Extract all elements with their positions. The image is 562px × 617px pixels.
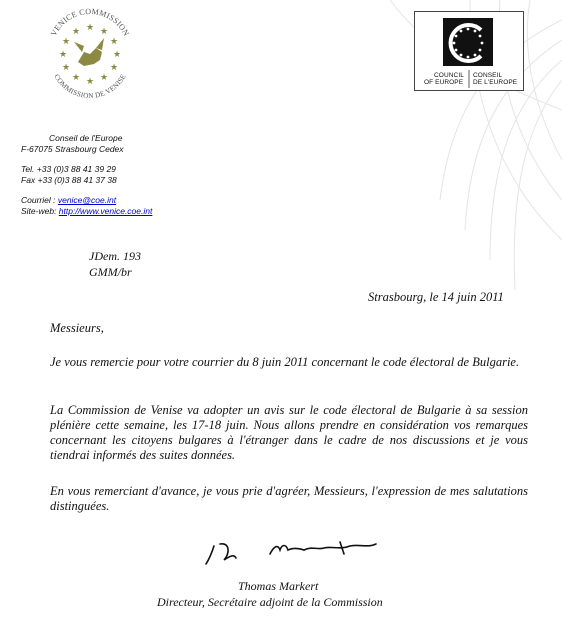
- coe-label-fr-1: CONSEIL: [473, 72, 503, 79]
- svg-text:VENICE COMMISSION: VENICE COMMISSION: [48, 6, 132, 38]
- svg-text:★: ★: [85, 77, 95, 87]
- signatory-title: Directeur, Secrétaire adjoint de la Commission: [157, 595, 383, 609]
- council-of-europe-logo: [414, 11, 524, 91]
- email-link[interactable]: venice@coe.int: [57, 195, 117, 205]
- svg-text:★: ★: [99, 27, 109, 37]
- svg-text:★: ★: [71, 27, 81, 37]
- svg-text:★: ★: [85, 23, 95, 33]
- paragraph-3: En vous remerciant d'avance, je vous prie d'agréer, Messieurs, l'expression de mes salutations distinguées.: [50, 484, 528, 513]
- svg-text:★: ★: [61, 37, 71, 47]
- sender-org: Conseil de l'Europe: [49, 133, 123, 143]
- email-label: Courriel :: [21, 195, 58, 205]
- sender-tel: Tel. +33 (0)3 88 41 39 29: [21, 164, 116, 174]
- svg-text:★: ★: [99, 73, 109, 83]
- sender-address: F-67075 Strasbourg Cedex: [21, 143, 124, 154]
- website-link[interactable]: http://www.venice.coe.int: [58, 205, 153, 216]
- svg-text:★: ★: [71, 73, 81, 83]
- coe-label-fr-2: DE L'EUROPE: [473, 79, 518, 86]
- coe-label-en-2: OF EUROPE: [424, 79, 464, 86]
- signatory-name: Thomas Markert: [238, 579, 319, 593]
- handwritten-signature: [200, 532, 390, 572]
- winged-lion-with-stars-icon: [44, 6, 136, 106]
- svg-text:★: ★: [112, 50, 122, 60]
- letter-date: Strasbourg, le 14 juin 2011: [368, 290, 504, 304]
- reference-number: JDem. 193: [89, 249, 141, 263]
- svg-text:★: ★: [109, 37, 119, 47]
- sender-address-block: [21, 133, 152, 216]
- sender-fax: Fax +33 (0)3 88 41 37 38: [21, 174, 117, 185]
- svg-text:★: ★: [61, 63, 71, 73]
- svg-text:★: ★: [58, 50, 68, 60]
- reference-initials: GMM/br: [89, 265, 132, 279]
- svg-text:★: ★: [109, 63, 119, 73]
- reference-block: [89, 248, 141, 280]
- svg-text:COMMISSION DE VENISE: COMMISSION DE VENISE: [52, 72, 128, 101]
- paragraph-2: La Commission de Venise va adopter un avis sur le code électoral de Bulgarie à sa session plénière cette semaine, les 17-18 juin. Nous allons prendre en considération vos remarques concernant les citoyens bulgares à l'étranger dans le cadre de nos discussions et je vous tiendrai informés des suites données.: [50, 403, 528, 462]
- salutation: Messieurs,: [50, 321, 104, 335]
- website-label: Site-web:: [21, 205, 59, 216]
- paragraph-1: Je vous remercie pour votre courrier du 8 juin 2011 concernant le code électoral de Bulgarie.: [50, 355, 520, 369]
- coe-label-en-1: COUNCIL: [434, 72, 464, 79]
- venice-commission-logo: [44, 6, 136, 106]
